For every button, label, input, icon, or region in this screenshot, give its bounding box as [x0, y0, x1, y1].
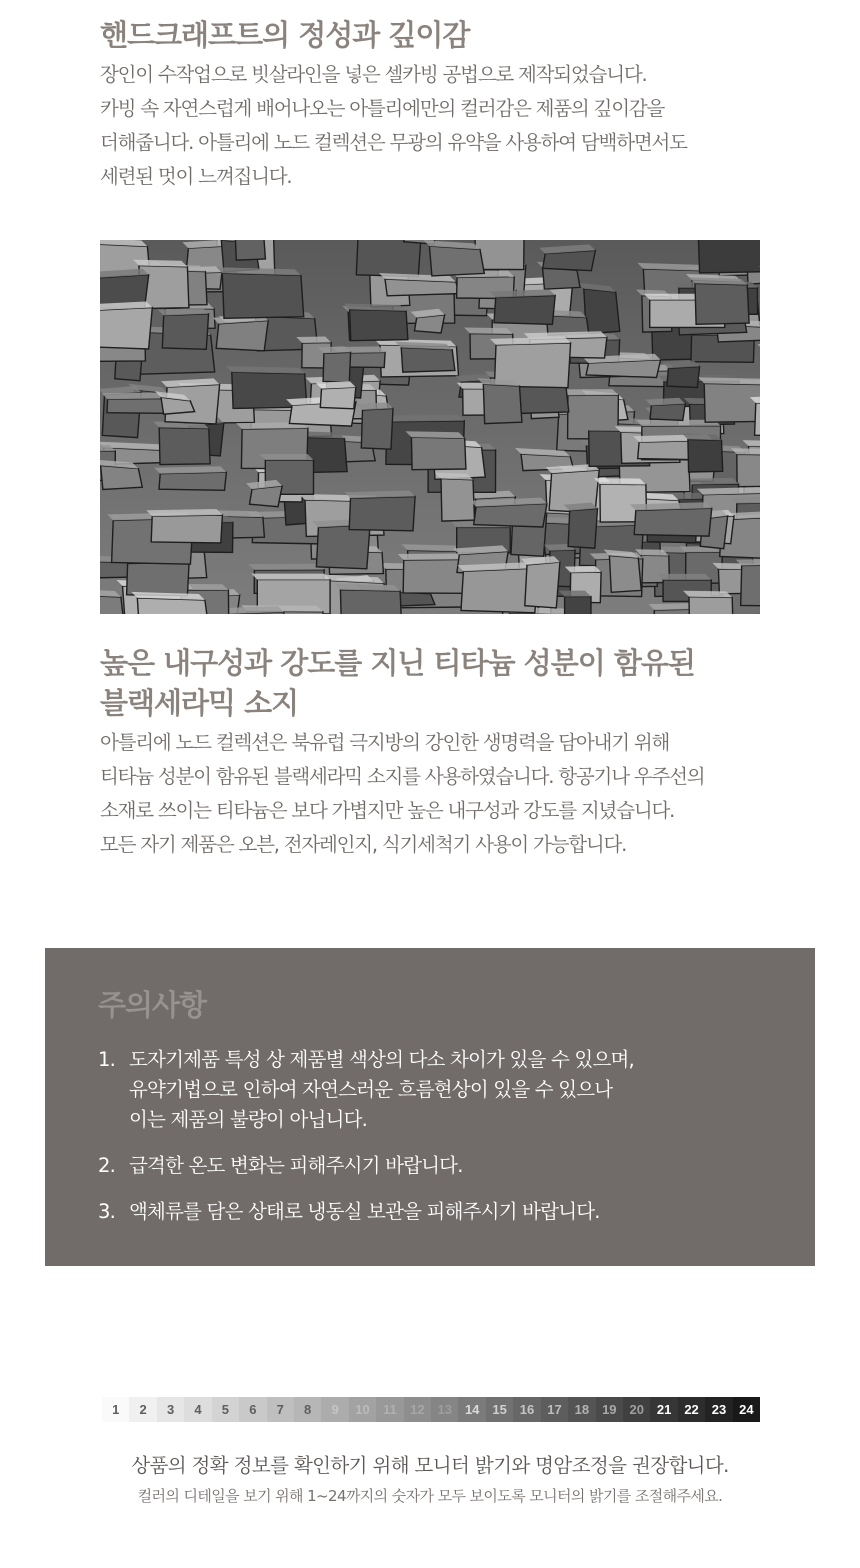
- monitor-subnotice: 컬러의 디테일을 보기 위해 1~24까지의 숫자가 모두 보이도록 모니터의 밝기를 조절해주세요.: [137, 1487, 723, 1505]
- section-material: [100, 643, 760, 862]
- scale-label: 5: [221, 1402, 230, 1417]
- scale-cell: [513, 1397, 540, 1422]
- scale-cell: [541, 1397, 568, 1422]
- scale-label: 23: [711, 1402, 727, 1417]
- scale-cell: [267, 1397, 294, 1422]
- caution-item: [98, 1045, 634, 1135]
- title-line: 블랙세라믹 소지: [100, 686, 299, 720]
- scale-label: 2: [139, 1402, 147, 1417]
- item-number: 1.: [98, 1048, 116, 1071]
- description-line: 더해줍니다. 아틀리에 노드 컬렉션은 무광의 유약을 사용하여 담백하면서도: [100, 131, 687, 154]
- section-description: [100, 726, 760, 862]
- scale-cell: [376, 1397, 403, 1422]
- scale-cell: [321, 1397, 348, 1422]
- scale-cell: [157, 1397, 184, 1422]
- brightness-scale: [102, 1397, 760, 1422]
- scale-label: 13: [437, 1402, 452, 1417]
- scale-label: 17: [547, 1402, 562, 1417]
- item-line: 액체류를 담은 상태로 냉동실 보관을 피해주시기 바랍니다.: [129, 1200, 600, 1223]
- scale-label: 15: [492, 1402, 507, 1417]
- caution-item: [98, 1151, 634, 1181]
- description-line: 장인이 수작업으로 빗살라인을 넣은 셀카빙 공법으로 제작되었습니다.: [100, 63, 647, 86]
- caution-item: [98, 1197, 634, 1227]
- scale-cell: [678, 1397, 705, 1422]
- monitor-notice: 상품의 정확 정보를 확인하기 위해 모니터 밝기와 명암조정을 권장합니다.: [131, 1454, 729, 1477]
- scale-label: 22: [684, 1402, 699, 1417]
- scale-label: 11: [383, 1402, 397, 1417]
- caution-box: [45, 948, 815, 1266]
- scale-cell: [458, 1397, 485, 1422]
- description-line: 티타늄 성분이 함유된 블랙세라믹 소지를 사용하였습니다. 항공기나 우주선의: [100, 765, 705, 788]
- item-line: 도자기제품 특성 상 제품별 색상의 다소 차이가 있을 수 있으며,: [129, 1048, 634, 1071]
- section-description: [100, 58, 760, 194]
- description-line: 아틀리에 노드 컬렉션은 북유럽 극지방의 강인한 생명력을 담아내기 위해: [100, 731, 670, 754]
- scale-cell: [184, 1397, 211, 1422]
- description-line: 카빙 속 자연스럽게 배어나오는 아틀리에만의 컬러감은 제품의 깊이감을: [100, 97, 665, 120]
- item-number: 3.: [98, 1200, 116, 1223]
- scale-label: 21: [656, 1402, 672, 1417]
- scale-cell: [212, 1397, 239, 1422]
- scale-cell: [486, 1397, 513, 1422]
- scale-label: 19: [602, 1402, 617, 1417]
- scale-label: 20: [629, 1402, 644, 1417]
- scale-cell: [568, 1397, 595, 1422]
- scale-label: 24: [739, 1402, 754, 1417]
- caution-title: 주의사항: [98, 988, 207, 1022]
- section-craft: [100, 15, 760, 194]
- description-line: 세련된 멋이 느껴집니다.: [100, 165, 292, 188]
- scale-cell: [733, 1397, 760, 1422]
- scale-cell: [294, 1397, 321, 1422]
- scale-label: 18: [574, 1402, 590, 1417]
- item-number: 2.: [98, 1154, 116, 1177]
- scale-label: 14: [464, 1402, 480, 1417]
- description-line: 모든 자기 제품은 오븐, 전자레인지, 식기세척기 사용이 가능합니다.: [100, 833, 627, 856]
- description-line: 소재로 쓰이는 티타늄은 보다 가볍지만 높은 내구성과 강도를 지녔습니다.: [100, 799, 675, 822]
- scale-cell: [623, 1397, 650, 1422]
- item-line: 유약기법으로 인하여 자연스러운 흐름현상이 있을 수 있으나: [129, 1078, 613, 1101]
- caution-list: [98, 1045, 634, 1243]
- item-line: 이는 제품의 불량이 아닙니다.: [129, 1108, 368, 1131]
- scale-label: 6: [249, 1402, 257, 1417]
- scale-cell: [705, 1397, 732, 1422]
- scale-label: 16: [519, 1402, 535, 1417]
- scale-cell: [404, 1397, 431, 1422]
- scale-label: 7: [276, 1402, 284, 1417]
- item-line: 급격한 온도 변화는 피해주시기 바랍니다.: [129, 1154, 463, 1177]
- scale-label: 3: [166, 1402, 175, 1417]
- scale-label: 1: [112, 1402, 120, 1417]
- section-title: [100, 643, 760, 723]
- scale-label: 12: [410, 1402, 425, 1417]
- scale-cell: [102, 1397, 129, 1422]
- rock-texture-image: [100, 240, 760, 614]
- title-line: 높은 내구성과 강도를 지닌 티타늄 성분이 함유된: [100, 646, 695, 680]
- scale-cell: [349, 1397, 376, 1422]
- scale-cell: [129, 1397, 156, 1422]
- scale-cell: [596, 1397, 623, 1422]
- scale-cell: [431, 1397, 458, 1422]
- section-title: 핸드크래프트의 정성과 깊이감: [100, 18, 470, 52]
- scale-label: 10: [355, 1402, 370, 1417]
- scale-cell: [239, 1397, 266, 1422]
- scale-cell: [650, 1397, 677, 1422]
- scale-label: 8: [304, 1402, 312, 1417]
- scale-label: 9: [331, 1402, 339, 1417]
- scale-label: 4: [194, 1402, 202, 1417]
